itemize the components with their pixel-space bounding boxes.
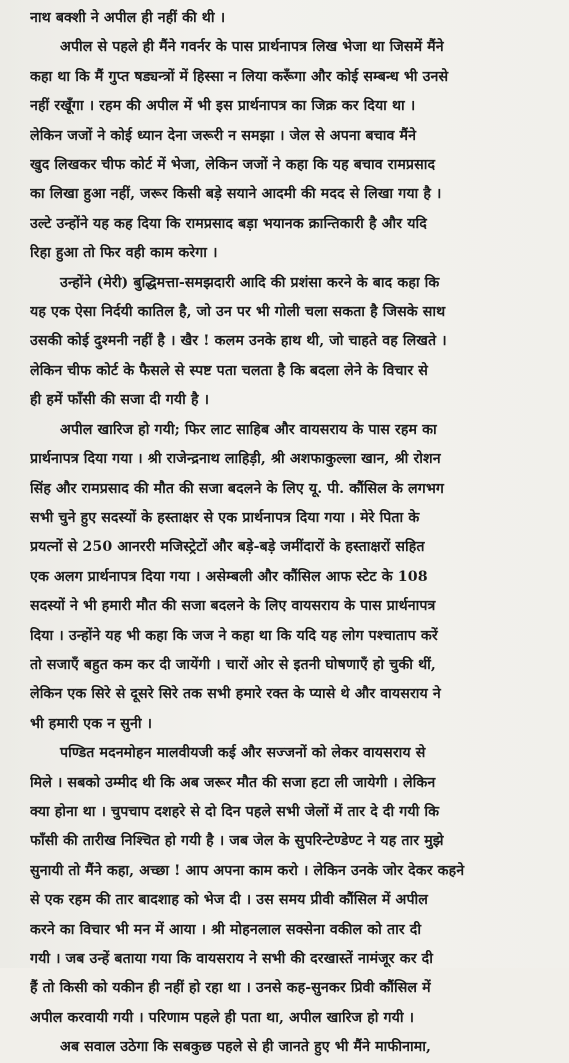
text-line: नहीं रखूँगा । रहम की अपील में भी इस प्रार्थनापत्र का जिक्र कर दिया था । — [30, 98, 416, 115]
text-line: भी हमारी एक न सुनी । — [30, 715, 153, 732]
text-line: प्रयत्नों से 250 आनररी मजिस्ट्रेटों और बड़े-बड़े जमींदारों के हस्ताक्षरों सहित — [30, 539, 425, 556]
text-line: क्या होना था । चुपचाप दशहरे से दो दिन पहले सभी जेलों में तार दे दी गयी कि — [30, 803, 440, 820]
text-line: का लिखा हुआ नहीं, जरूर किसी बड़े सयाने आदमी की मदद से लिखा गया है । — [30, 186, 442, 203]
text-line: अब सवाल उठेगा कि सबकुछ पहले से ही जानते हुए भी मैंने माफीनामा, — [60, 1039, 432, 1056]
paragraph — [30, 739, 547, 1033]
text-line: कहा था कि मैं गुप्त षड्यन्त्रों में हिस्सा न लिया करूँगा और कोई सम्बन्ध भी उनसे — [30, 68, 449, 85]
text-line: तो सजाएँ बहुत कम कर दी जायेंगी । चारों ओर से इतनी घोषणाएँ हो चुकी थीं, — [30, 656, 436, 673]
text-line: अपील खारिज हो गयी; फिर लाट साहिब और वायसराय के पास रहम का — [60, 421, 437, 438]
text-line: रिहा हुआ तो फिर वही काम करेगा । — [30, 245, 218, 262]
text-line: मिले । सबको उम्मीद थी कि अब जरूर मौत की सजा हटा ली जायेगी । लेकिन — [30, 774, 436, 791]
text-line: उल्टे उन्होंने यह कह दिया कि रामप्रसाद बड़ा भयानक क्रान्तिकारी है और यदि — [30, 215, 427, 232]
text-line: खुद लिखकर चीफ कोर्ट में भेजा, लेकिन जजों ने कहा कि यह बचाव रामप्रसाद — [30, 157, 436, 174]
text-line: सदस्यों ने भी हमारी मौत की सजा बदलने के लिए वायसराय के पास प्रार्थनापत्र — [30, 598, 436, 615]
paragraph — [30, 1033, 547, 1062]
paragraph — [30, 269, 547, 416]
text-line: करने का विचार भी मन में आया । श्री मोहनलाल सक्सेना वकील को तार दी — [30, 921, 422, 938]
text-line: दिया । उन्होंने यह भी कहा कि जज ने कहा था कि यदि यह लोग पश्चाताप करें — [30, 627, 438, 644]
text-line: से एक रहम की तार बादशाह को भेज दी । उस समय प्रीवी कौंसिल में अपील — [30, 892, 429, 909]
text-line: पण्डित मदनमोहन मालवीयजी कई और सज्जनों को लेकर वायसराय से — [60, 745, 426, 762]
text-line: नाथ बक्शी ने अपील ही नहीं की थी । — [30, 10, 226, 26]
text-line: अपील से पहले ही मैंने गवर्नर के पास प्रार्थनापत्र लिख भेजा था जिसमें मैंने — [60, 39, 444, 56]
text-line: प्रार्थनापत्र दिया गया । श्री राजेन्द्रनाथ लाहिड़ी, श्री अशफाकुल्ला खान, श्री रोशन — [30, 451, 441, 468]
text-line: उसकी कोई दुश्मनी नहीं है । खैर ! कलम उनके हाथ थी, जो चाहते वह लिखते । — [30, 333, 447, 350]
text-line: हैं तो किसी को यकीन ही नहीं हो रहा था । उनसे कह-सुनकर प्रिवी कौंसिल में — [30, 980, 431, 997]
text-line: उन्होंने (मेरी) बुद्धिमत्ता-समझदारी आदि की प्रशंसा करने के बाद कहा कि — [60, 274, 440, 291]
text-line: लेकिन जजों ने कोई ध्यान देना जरूरी न समझा । जेल से अपना बचाव मैंने — [30, 127, 417, 144]
text-line: लेकिन एक सिरे से दूसरे सिरे तक सभी हमारे रक्त के प्यासे थे और वायसराय ने — [30, 686, 441, 703]
text-line: सुनायी तो मैंने कहा, अच्छा ! आप अपना काम करो । लेकिन उनके जोर देकर कहने — [30, 862, 465, 879]
text-line: ही हमें फाँसी की सजा दी गयी है । — [30, 392, 210, 409]
text-line: सिंह और रामप्रसाद की मौत की सजा बदलने के लिए यू. पी. कौंसिल के लगभग — [30, 480, 445, 497]
text-line: सभी चुने हुए सदस्यों के हस्ताक्षर से एक प्रार्थनापत्र दिया गया । मेरे पिता के — [30, 509, 420, 526]
text-line: अपील करवायी गयी । परिणाम पहले ही पता था, अपील खारिज हो गयी । — [30, 1009, 415, 1026]
text-line: गयी । जब उन्हें बताया गया कि वायसराय ने सभी की दरखास्तें नामंजूर कर दी — [30, 951, 433, 967]
paragraph — [30, 416, 547, 739]
paragraph — [30, 4, 547, 33]
paragraph — [30, 33, 547, 268]
text-line: एक अलग प्रार्थनापत्र दिया गया । असेम्बली और कौंसिल आफ स्टेट के 108 — [30, 568, 428, 585]
text-line: फाँसी की तारीख निश्चित हो गयी है । जब जेल के सुपरिन्टेण्डेण्ट ने यह तार मुझे — [30, 833, 444, 850]
text-line: यह एक ऐसा निर्दयी कातिल है, जो उन पर भी गोली चला सकता है जिसके साथ — [30, 304, 446, 321]
text-line: लेकिन चीफ कोर्ट के फैसले से स्पष्ट पता चलता है कि बदला लेने के विचार से — [30, 362, 428, 379]
